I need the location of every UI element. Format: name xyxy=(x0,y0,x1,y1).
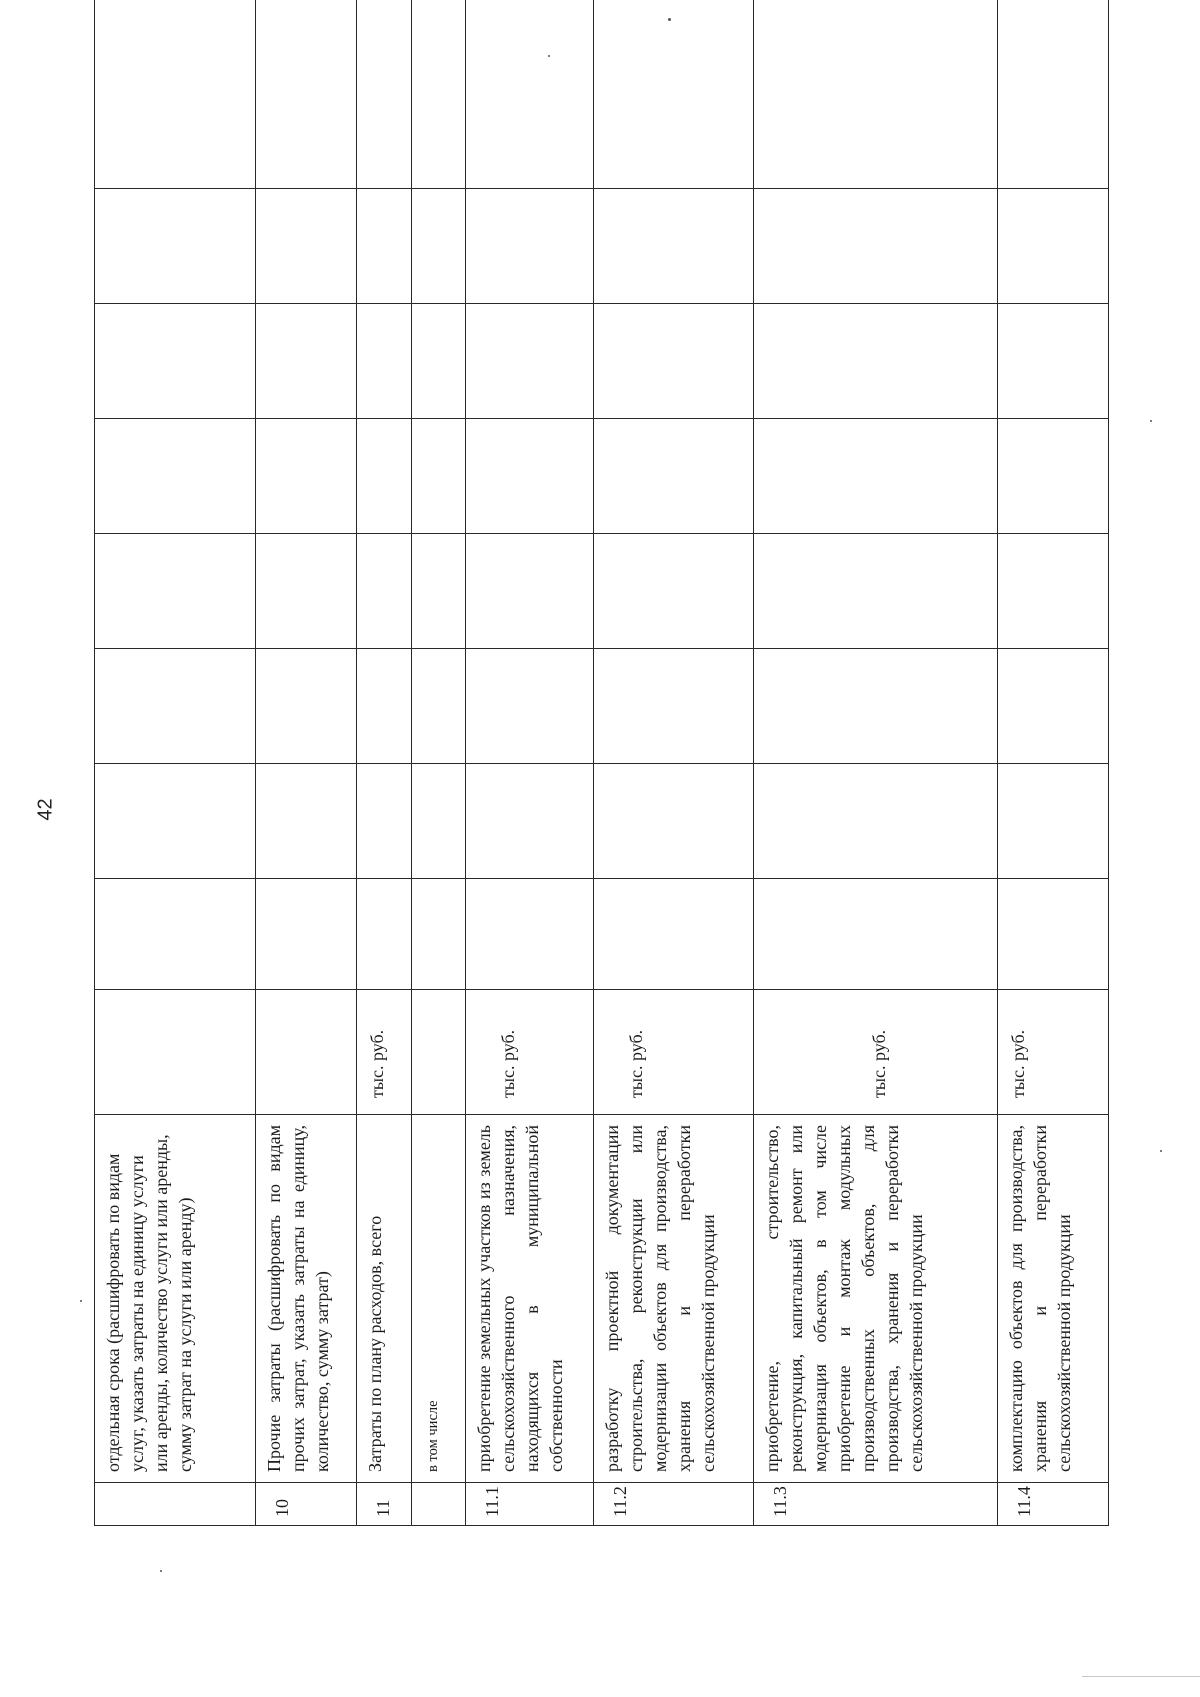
table-row xyxy=(593,0,753,1526)
table-cell xyxy=(357,419,411,534)
table-cell xyxy=(465,649,593,764)
table-cell xyxy=(357,0,411,189)
page-number: 42 xyxy=(34,798,57,821)
table-cell xyxy=(997,419,1108,534)
table-row xyxy=(357,0,411,1526)
table-cell xyxy=(753,764,997,879)
table-cell xyxy=(357,764,411,879)
table-cell xyxy=(465,879,593,990)
table-cell xyxy=(256,189,357,304)
table-cell xyxy=(411,534,465,649)
row-number: 11.2 xyxy=(593,1483,753,1526)
table-cell xyxy=(95,764,256,879)
table-cell xyxy=(256,764,357,879)
table-row xyxy=(95,0,256,1526)
scan-speck xyxy=(548,55,550,57)
table-row xyxy=(753,0,997,1526)
table-cell xyxy=(411,419,465,534)
table-cell xyxy=(95,649,256,764)
table-cell xyxy=(465,0,593,189)
scan-speck xyxy=(80,1300,82,1302)
table-cell xyxy=(753,0,997,189)
table-cell xyxy=(593,0,753,189)
table-row xyxy=(997,0,1108,1526)
row-description: в том числе xyxy=(411,1115,465,1483)
table-cell xyxy=(593,189,753,304)
scan-speck xyxy=(668,18,671,21)
table-cell xyxy=(465,419,593,534)
table-cell xyxy=(593,879,753,990)
table-cell xyxy=(593,534,753,649)
table-cell xyxy=(593,304,753,419)
scan-speck xyxy=(1150,420,1152,422)
row-unit: тыс. руб. xyxy=(465,990,593,1115)
row-unit: тыс. руб. xyxy=(997,990,1108,1115)
row-description: Прочие затраты (расшифровать по видам прочих затрат, указать затраты на единицу, количество, сумму затрат) xyxy=(256,1115,357,1483)
table-cell xyxy=(357,304,411,419)
table-cell xyxy=(465,534,593,649)
table-cell xyxy=(357,534,411,649)
table-cell xyxy=(997,764,1108,879)
table-cell xyxy=(753,419,997,534)
table-row xyxy=(256,0,357,1526)
cost-plan-table xyxy=(94,0,1109,1526)
scan-speck xyxy=(160,1570,162,1572)
table-cell xyxy=(411,649,465,764)
table-cell xyxy=(357,879,411,990)
table-cell xyxy=(753,304,997,419)
table-cell xyxy=(753,534,997,649)
row-number: 10 xyxy=(256,1483,357,1526)
scan-artifact-line xyxy=(1082,1676,1200,1677)
table-cell xyxy=(411,764,465,879)
table-cell xyxy=(997,189,1108,304)
row-number xyxy=(95,1483,256,1526)
row-unit xyxy=(411,990,465,1115)
table-cell xyxy=(465,189,593,304)
scan-speck xyxy=(1160,1150,1162,1152)
table-cell xyxy=(95,534,256,649)
table-cell xyxy=(411,0,465,189)
row-unit: тыс. руб. xyxy=(753,990,997,1115)
row-number: 11.1 xyxy=(465,1483,593,1526)
table-cell xyxy=(256,649,357,764)
row-number: 11 xyxy=(357,1483,411,1526)
table-cell xyxy=(411,879,465,990)
row-unit: тыс. руб. xyxy=(593,990,753,1115)
table-cell xyxy=(95,419,256,534)
table-cell xyxy=(95,189,256,304)
row-description: комплектацию объектов для производства, хранения и переработки сельскохозяйственной продукции xyxy=(997,1115,1108,1483)
row-description: приобретение земельных участков из земель сельскохозяйственного назначения, находящихся в муниципальной собственности xyxy=(465,1115,593,1483)
table-cell xyxy=(997,0,1108,189)
table-cell xyxy=(95,0,256,189)
table-cell xyxy=(256,534,357,649)
row-description: Затраты по плану расходов, всего xyxy=(357,1115,411,1483)
table-cell xyxy=(256,0,357,189)
row-unit xyxy=(256,990,357,1115)
table-cell xyxy=(465,764,593,879)
table-cell xyxy=(753,189,997,304)
row-description: приобретение, строительство, реконструкция, капитальный ремонт или модернизация объектов, в том числе приобретение и монтаж модульных производственных объектов, для производства, хранения и переработки сельскохозяйственной продукции xyxy=(753,1115,997,1483)
table-cell xyxy=(753,879,997,990)
table-cell xyxy=(256,879,357,990)
table-cell xyxy=(95,879,256,990)
table-cell xyxy=(997,649,1108,764)
rotated-table-container xyxy=(94,86,1109,1526)
table-row xyxy=(411,0,465,1526)
row-description: отдельная срока (расшифровать по видам услуг, указать затраты на единицу услуги или аренды, количество услуги или аренды, сумму затрат на услуги или аренду) xyxy=(95,1115,256,1483)
row-unit xyxy=(95,990,256,1115)
row-number xyxy=(411,1483,465,1526)
table-cell xyxy=(465,304,593,419)
table-cell xyxy=(593,649,753,764)
table-cell xyxy=(593,764,753,879)
table-cell xyxy=(997,534,1108,649)
table-cell xyxy=(411,189,465,304)
table-cell xyxy=(997,304,1108,419)
table-cell xyxy=(95,304,256,419)
row-number: 11.3 xyxy=(753,1483,997,1526)
table-cell xyxy=(593,419,753,534)
table-cell xyxy=(357,189,411,304)
table-cell xyxy=(753,649,997,764)
row-unit: тыс. руб. xyxy=(357,990,411,1115)
table-cell xyxy=(256,419,357,534)
row-number: 11.4 xyxy=(997,1483,1108,1526)
table-cell xyxy=(357,649,411,764)
table-cell xyxy=(997,879,1108,990)
table-cell xyxy=(256,304,357,419)
table-cell xyxy=(411,304,465,419)
row-description: разработку проектной документации строительства, реконструкции или модернизации объектов для производства, хранения и переработки сельскохозяйственной продукции xyxy=(593,1115,753,1483)
table-row xyxy=(465,0,593,1526)
